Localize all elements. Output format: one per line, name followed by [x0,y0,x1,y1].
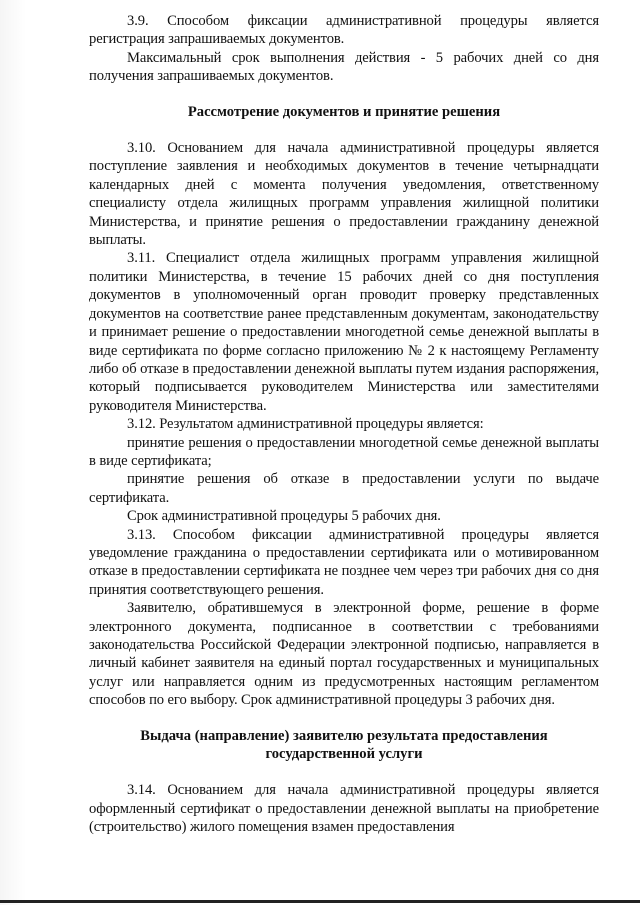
paragraph-electronic-applicant: Заявителю, обратившемуся в электронной форме, решение в форме электронного документа, подписанное в соответствии с требованиями законодательства Российской Федерации электронной подписью, направляется в личный кабинет заявителя на единый портал государственных и муниципальных услуг или направляется одним из предусмотренных настоящим регламентом способов по его выбору. Срок административной процедуры 3 рабочих дня. [89,600,599,709]
page-bottom-edge [0,900,640,903]
paragraph-3-12: 3.12. Результатом административной процедуры является: [127,416,484,433]
list-item-decision-grant: принятие решения о предоставлении многодетной семье денежной выплаты в виде сертификата; [89,434,599,469]
paragraph-3-10: 3.10. Основанием для начала административной процедуры является поступление заявления и необходимых документов в течение четырнадцати календарных дней с момента получения уведомления, ответственному специалисту отдела жилищных программ управления жилищной политики Министерства, и принятие решения о предоставлении гражданину денежной выплаты. [89,140,599,249]
list-item-decision-refuse: принятие решения об отказе в предоставлении услуги по выдаче сертификата. [89,471,599,506]
paragraph-3-9: 3.9. Способом фиксации административной процедуры является регистрация запрашиваемых документов. [89,13,599,48]
paragraph-3-13: 3.13. Способом фиксации административной процедуры является уведомление гражданина о предоставлении сертификата или о мотивированном отказе в предоставлении сертификата не позднее чем через три рабочих дня со дня принятия соответствующего решения. [89,526,599,598]
paragraph-3-11: 3.11. Специалист отдела жилищных программ управления жилищной политики Министерства, в течение 15 рабочих дней со дня поступления документов в уполномоченный орган проводит проверку представленных документов на соответствие ранее представленным документам, законодательству и принимает решение о предоставлении многодетной семье денежной выплаты в виде сертификата по форме согласно приложению № 2 к настоящему Регламенту либо об отказе в предоставлении денежной выплаты путем издания распоряжения, который подписывается руководителем Министерства или заместителями руководителя Министерства. [89,250,599,414]
paragraph-3-14: 3.14. Основанием для начала административной процедуры является оформленный сертификат о предоставлении денежной выплаты на приобретение (строительство) жилого помещения взамен предоставления [89,782,599,836]
document-page [89,12,599,837]
paragraph-procedure-term: Срок административной процедуры 5 рабочих дня. [127,508,441,525]
paragraph-max-term: Максимальный срок выполнения действия - 5 рабочих дней со дня получения запрашиваемых документов. [89,49,599,85]
section-heading-issuance-line1: Выдача (направление) заявителю результата предоставления [140,727,548,744]
section-heading-issuance-line2: государственной услуги [265,746,423,763]
section-heading-review: Рассмотрение документов и принятие решения [187,103,501,120]
scan-edge-shadow [0,0,26,905]
